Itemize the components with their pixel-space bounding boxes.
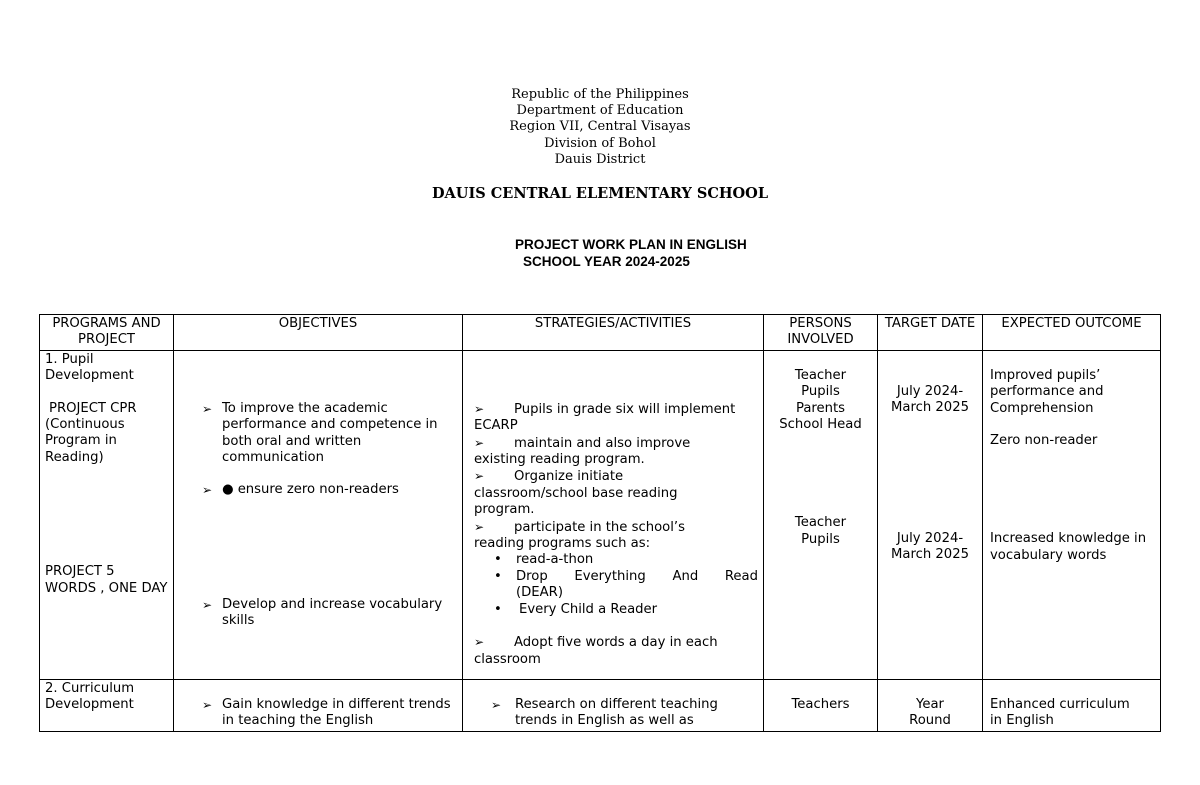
person-entry: Pupils (801, 384, 840, 400)
project-5-words: PROJECT 5 WORDS , ONE DAY (45, 564, 168, 596)
school-year: SCHOOL YEAR 2024-2025 (523, 254, 690, 269)
outcome-cell (983, 679, 1161, 731)
col-header-target-date: TARGET DATE (878, 315, 983, 351)
header-line: Republic of the Philippines (511, 87, 689, 102)
col-header-programs: PROGRAMS AND PROJECT (40, 315, 174, 351)
header-line: Dauis District (554, 151, 646, 167)
plan-title-block (515, 236, 747, 270)
arrow-bullet-icon: ➢ (474, 469, 485, 484)
work-plan-table (39, 314, 1161, 732)
list-item-cont: ECARP (474, 418, 518, 434)
arrow-bullet-icon: ➢ (474, 519, 485, 534)
objectives-cell (174, 679, 463, 731)
arrow-bullet-icon: ➢ (202, 401, 213, 416)
col-header-persons: PERSONS INVOLVED (764, 315, 878, 351)
date-entry: July 2024- (896, 383, 964, 399)
date-entry: March 2025 (891, 547, 969, 563)
list-item: ➢ ● ensure zero non-readers (202, 482, 399, 498)
arrow-bullet-icon: ➢ (474, 635, 485, 650)
objectives-cell (174, 350, 463, 679)
sub-list-item-cont: (DEAR) (516, 585, 563, 601)
programs-cell (40, 679, 174, 731)
arrow-bullet-icon: ➢ (474, 435, 485, 450)
table-row (40, 679, 1161, 731)
dot-bullet-icon: • (494, 568, 502, 584)
col-header-outcome: EXPECTED OUTCOME (983, 315, 1161, 351)
person-entry: Teachers (791, 696, 850, 712)
list-item: ➢ To improve the academic performance and competence in both oral and written communication (202, 400, 438, 466)
outcome-entry: Enhanced curriculum in English (990, 696, 1130, 729)
outcome-entry: Increased knowledge in vocabulary words (990, 531, 1147, 563)
programs-cell (40, 350, 174, 679)
document-header (0, 87, 1200, 168)
header-line: Division of Bohol (544, 135, 656, 151)
strategies-cell (463, 679, 764, 731)
program-title: 2. Curriculum Development (45, 680, 135, 713)
outcome-entry: Improved pupils’ performance and Comprehension (990, 367, 1104, 416)
outcome-entry: Zero non-reader (990, 433, 1098, 449)
list-item: ➢ maintain and also improve (474, 435, 691, 451)
header-line: Department of Education (516, 103, 684, 119)
list-item: ➢ Adopt five words a day in each (474, 635, 718, 651)
list-item: ➢ Organize initiate (474, 469, 624, 485)
list-item: ➢ Research on different teaching trends in English as well as (491, 696, 718, 729)
date-entry: March 2025 (891, 400, 969, 416)
sub-list-item: • Every Child a Reader (494, 601, 658, 617)
col-header-objectives: OBJECTIVES (174, 315, 463, 351)
person-entry: Teacher (794, 367, 847, 383)
col-header-strategies: STRATEGIES/ACTIVITIES (463, 315, 764, 351)
sub-list-item: • Drop Everything And Read (494, 568, 758, 584)
school-name: DAUIS CENTRAL ELEMENTARY SCHOOL (431, 185, 769, 202)
project-cpr: PROJECT CPR (Continuous Program in Reading) (45, 400, 137, 465)
strategies-cell (463, 350, 764, 679)
list-item-cont: reading programs such as: (474, 536, 651, 552)
list-item: ➢ Develop and increase vocabulary skills (202, 596, 443, 629)
list-item-cont: existing reading program. (474, 452, 645, 468)
person-entry: Parents (795, 400, 846, 416)
arrow-bullet-icon: ➢ (202, 597, 213, 612)
persons-cell (764, 350, 878, 679)
table-header-row (40, 315, 1161, 351)
dot-bullet-icon: • (494, 552, 502, 568)
list-item: ➢ Gain knowledge in different trends in teaching the English (202, 696, 451, 729)
arrow-bullet-icon: ➢ (202, 483, 213, 498)
target-date-cell (878, 350, 983, 679)
program-title: 1. Pupil Development (45, 351, 134, 384)
date-entry: July 2024- (896, 530, 964, 546)
arrow-bullet-icon: ➢ (491, 697, 502, 712)
outcome-cell (983, 350, 1161, 679)
list-item-cont: classroom (474, 651, 541, 667)
arrow-bullet-icon: ➢ (474, 401, 485, 416)
sub-list-item: • read-a-thon (494, 552, 594, 568)
person-entry: Teacher (794, 515, 847, 531)
list-item-cont: classroom/school base reading program. (474, 485, 678, 518)
dot-bullet-icon: • (494, 601, 502, 617)
header-line: Region VII, Central Visayas (509, 119, 691, 135)
list-item: ➢ Pupils in grade six will implement (474, 401, 736, 417)
person-entry: Pupils (801, 531, 840, 547)
arrow-bullet-icon: ➢ (202, 697, 213, 712)
list-item: ➢ participate in the school’s (474, 519, 685, 535)
table-row (40, 350, 1161, 679)
persons-cell (764, 679, 878, 731)
date-entry: Year Round (909, 696, 951, 729)
plan-title: PROJECT WORK PLAN IN ENGLISH (515, 237, 747, 252)
target-date-cell (878, 679, 983, 731)
person-entry: School Head (779, 417, 862, 433)
